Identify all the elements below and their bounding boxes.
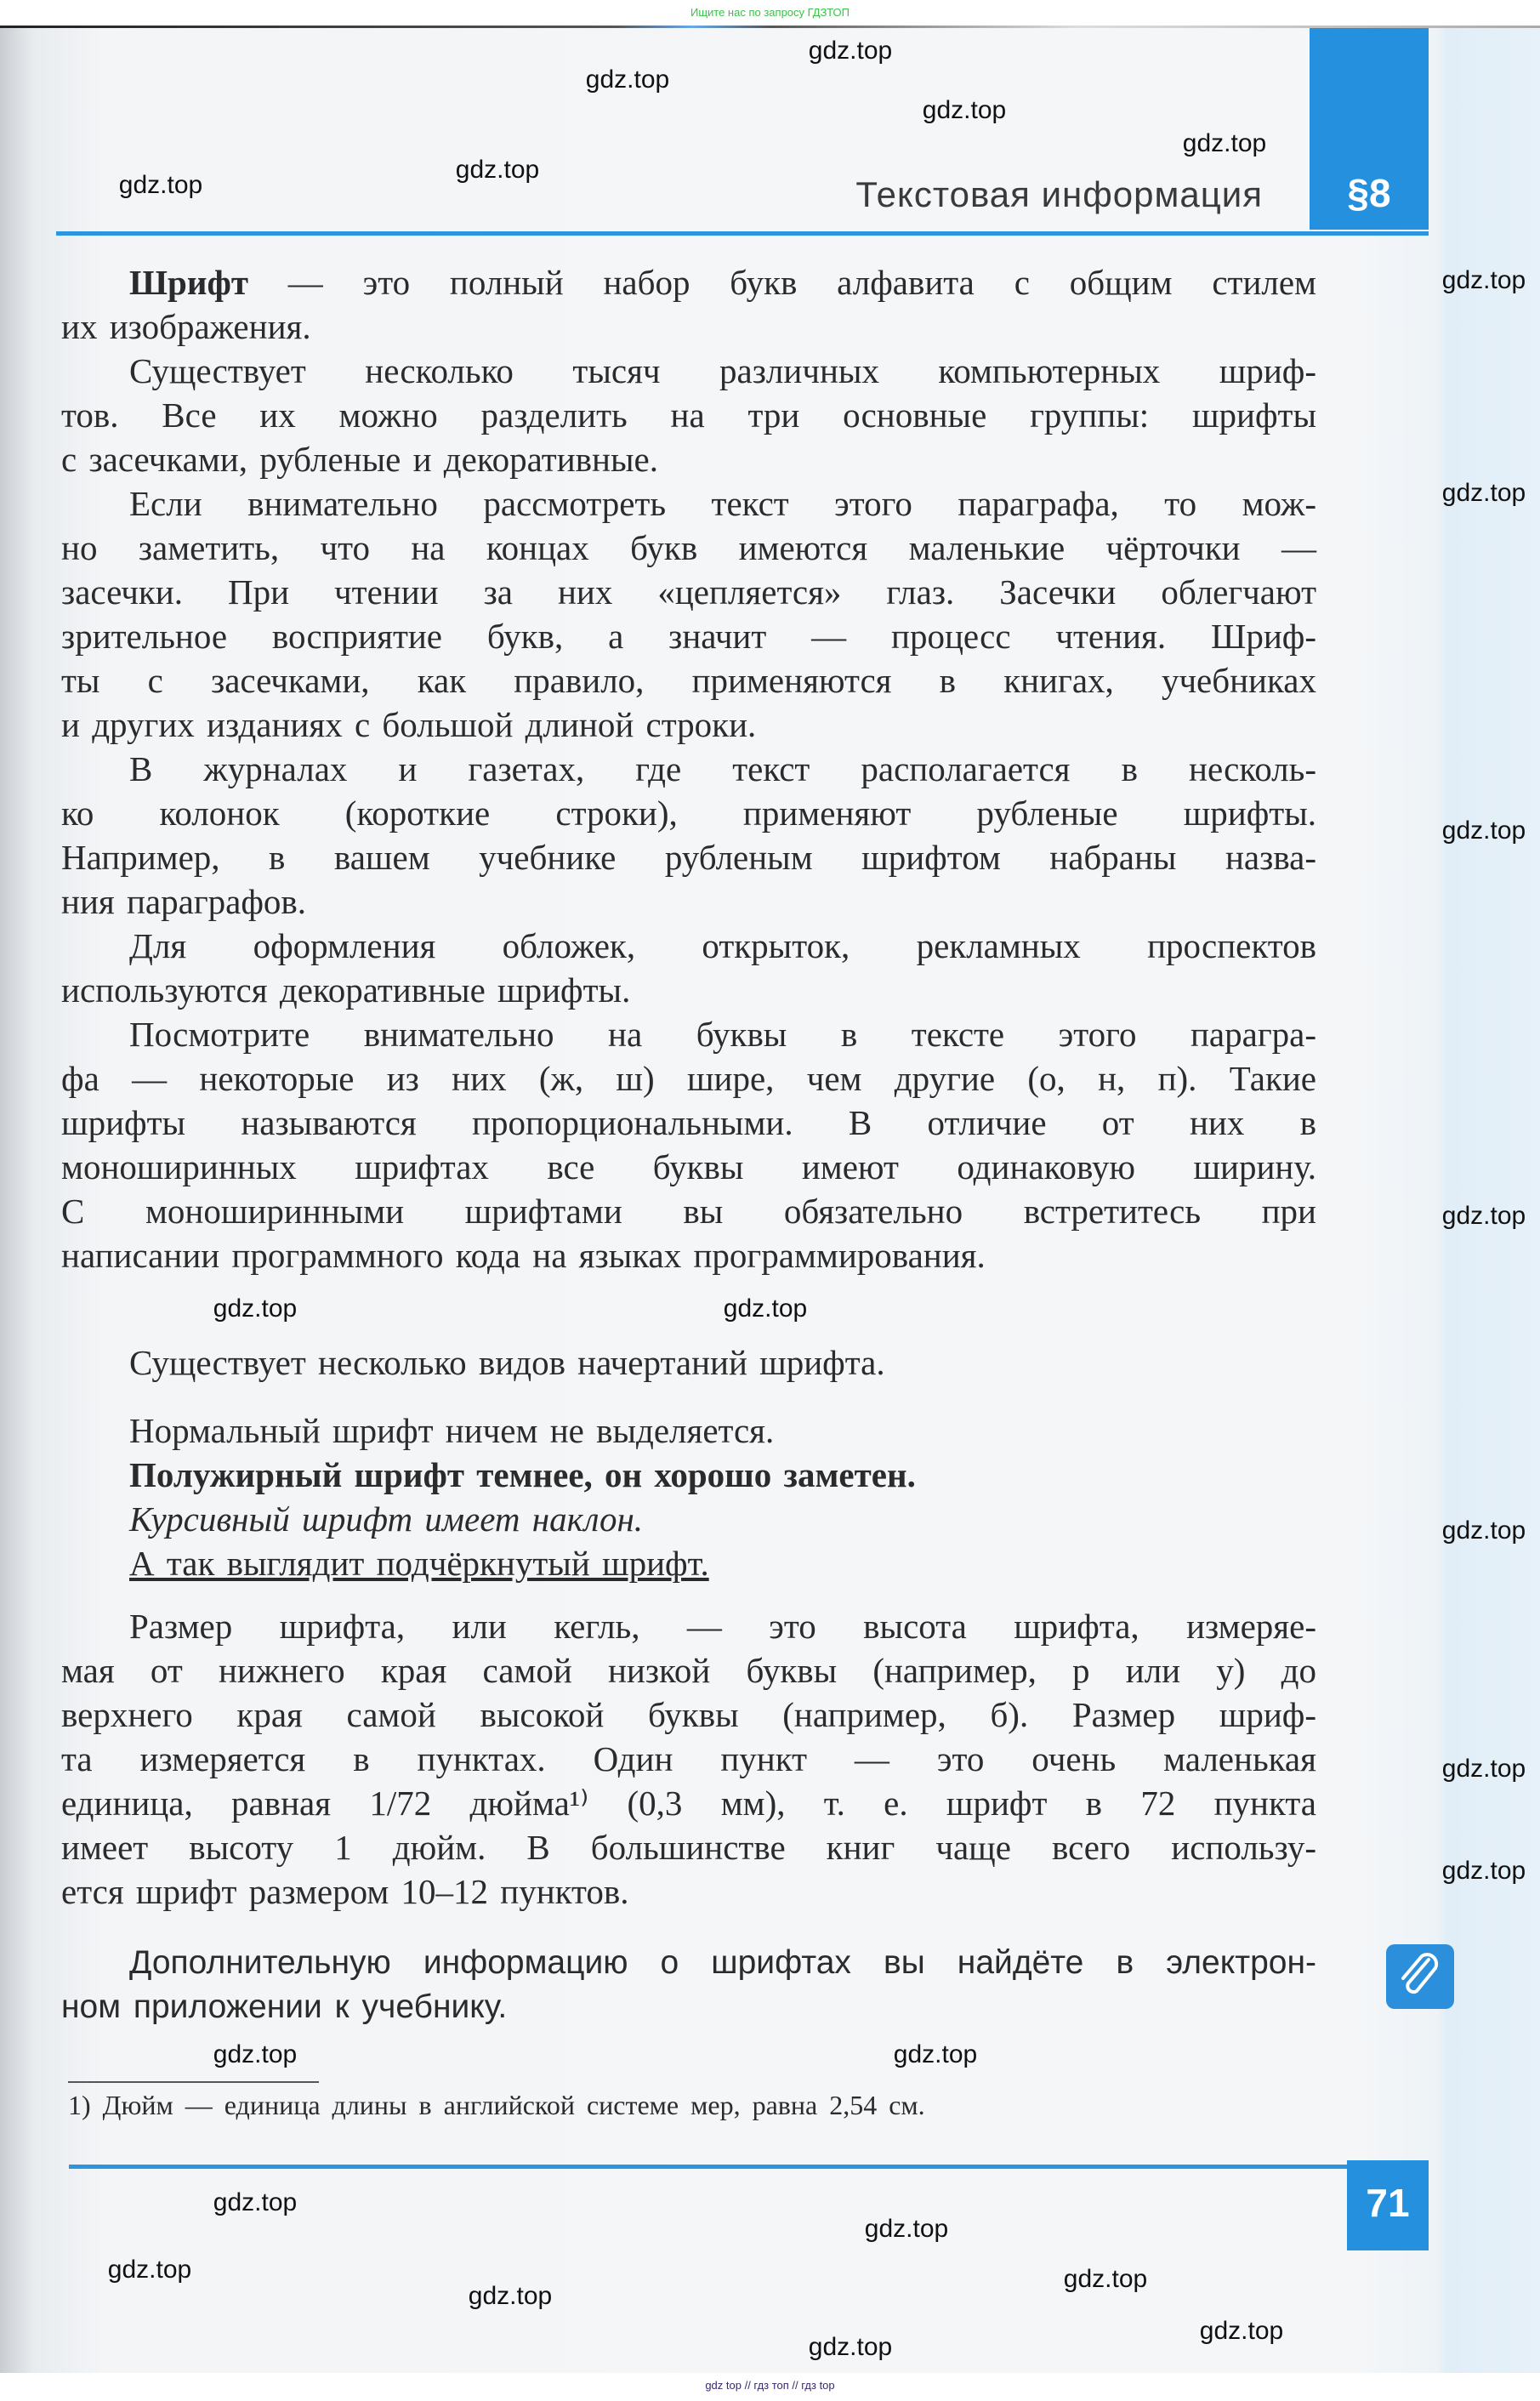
font-style-examples <box>61 1408 1316 1585</box>
text-line: Для оформления обложек, открыток, рекламных проспектов <box>129 926 1316 965</box>
text-line: Существует несколько тысяч различных компьютерных шриф- <box>129 351 1316 390</box>
footnote-divider <box>68 2081 319 2083</box>
watermark: gdz.top <box>213 1294 298 1323</box>
text-line: моноширинных шрифтах все буквы имеют одинаковую ширину. <box>61 1147 1316 1186</box>
footnote: 1) Дюйм — единица длины в английской системе мер, равна 2,54 см. <box>68 2090 925 2120</box>
watermark: gdz.top <box>1199 2317 1284 2345</box>
text-line: с засечками, рубленые и декоративные. <box>61 440 658 479</box>
term-bold: Шрифт <box>129 263 248 302</box>
top-banner[interactable]: Ищите нас по запросу ГДЗТОП <box>0 0 1540 27</box>
text-line: мая от нижнего края самой низкой буквы (например, р или у) до <box>61 1651 1316 1690</box>
text-line: Посмотрите внимательно на буквы в тексте этого парагра- <box>129 1015 1316 1054</box>
watermark: gdz.top <box>107 2256 192 2284</box>
watermark: gdz.top <box>455 156 540 184</box>
text-line: зрительное восприятие букв, а значит — процесс чтения. Шриф- <box>61 617 1316 656</box>
watermark: gdz.top <box>585 65 670 94</box>
text-line: Дополнительную информацию о шрифтах вы найдёте в электрон- <box>129 1944 1316 1981</box>
watermark: gdz.top <box>922 96 1007 124</box>
watermark: gdz.top <box>864 2215 949 2243</box>
text-line: тов. Все их можно разделить на три основные группы: шрифты <box>61 395 1316 435</box>
section-number: §8 <box>1347 171 1391 215</box>
text-line: шрифты называются пропорциональными. В отличие от них в <box>61 1103 1316 1142</box>
footer-divider <box>69 2165 1347 2169</box>
text-line: их изображения. <box>61 307 311 346</box>
bold-style-example: Полужирный шрифт темнее, он хорошо заметен. <box>129 1455 916 1494</box>
watermark: gdz.top <box>1182 129 1267 157</box>
text-line: ты с засечками, как правило, применяются в книгах, учебниках <box>61 661 1316 700</box>
paperclip-icon[interactable] <box>1386 1944 1454 2009</box>
watermark: gdz.top <box>1063 2265 1148 2293</box>
text-line: ном приложении к учебнику. <box>61 1989 508 2025</box>
additional-info-paragraph <box>61 1941 1316 2029</box>
watermark: gdz.top <box>213 2188 298 2216</box>
underline-style-row <box>61 1541 1316 1585</box>
text-line: единица, равная 1/72 дюйма¹⁾ (0,3 мм), т. е. шрифт в 72 пункта <box>61 1784 1316 1823</box>
text-line: С моноширинными шрифтами вы обязательно встретитесь при <box>61 1192 1316 1231</box>
watermark: gdz.top <box>1441 816 1526 845</box>
font-size-paragraph <box>61 1604 1316 1914</box>
text-line: засечки. При чтении за них «цепляется» глаз. Засечки облегчают <box>61 572 1316 612</box>
text-line: и других изданиях с большой длиной строки. <box>61 705 757 744</box>
text-line: ется шрифт размером 10–12 пунктов. <box>61 1872 629 1911</box>
watermark: gdz.top <box>808 37 893 65</box>
main-text-block <box>61 260 1316 1277</box>
watermark: gdz.top <box>893 2040 978 2068</box>
text-line: Например, в вашем учебнике рубленым шрифтом набраны назва- <box>61 838 1316 877</box>
text-line: имеет высоту 1 дюйм. В большинстве книг чаще всего использу- <box>61 1828 1316 1867</box>
bottom-banner[interactable]: gdz top // гдз топ // гдз top <box>0 2373 1540 2401</box>
watermark: gdz.top <box>1441 1755 1526 1783</box>
watermark: gdz.top <box>808 2333 893 2361</box>
text-line: Если внимательно рассмотреть текст этого параграфа, то мож- <box>129 484 1316 523</box>
text-line: В журналах и газетах, где текст располагается в несколь- <box>129 749 1316 788</box>
text-line: ния параграфов. <box>61 882 307 921</box>
normal-style-example: Нормальный шрифт ничем не выделяется. <box>129 1411 775 1450</box>
watermark: gdz.top <box>1441 1202 1526 1230</box>
watermark: gdz.top <box>1441 266 1526 294</box>
text-line: фа — некоторые из них (ж, ш) шире, чем другие (о, н, п). Такие <box>61 1059 1316 1098</box>
watermark: gdz.top <box>118 171 203 199</box>
text-line: Размер шрифта, или кегль, — это высота шрифта, измеряе- <box>129 1607 1316 1646</box>
text-line: та измеряется в пунктах. Один пункт — это очень маленькая <box>61 1739 1316 1778</box>
watermark: gdz.top <box>723 1294 808 1323</box>
italic-style-example: Курсивный шрифт имеет наклон. <box>129 1499 644 1539</box>
styles-intro <box>61 1340 1316 1385</box>
text-line: используются декоративные шрифты. <box>61 970 631 1010</box>
text-line: ко колонок (короткие строки), применяют рубленые шрифты. <box>61 794 1316 833</box>
term-definition: — это полный набор букв алфавита с общим стилем <box>247 263 1316 302</box>
header-divider <box>56 231 1429 236</box>
watermark: gdz.top <box>1441 1857 1526 1885</box>
page-number: 71 <box>1347 2160 1429 2250</box>
watermark: gdz.top <box>1441 1516 1526 1545</box>
text-line: но заметить, что на концах букв имеются маленькие чёрточки — <box>61 528 1316 567</box>
watermark: gdz.top <box>1441 479 1526 507</box>
watermark: gdz.top <box>213 2040 298 2068</box>
watermark: gdz.top <box>468 2282 553 2310</box>
underline-style-example: А так выглядит подчёркнутый шрифт. <box>129 1544 709 1583</box>
page-title: Текстовая информация <box>855 174 1263 214</box>
text-line: написании программного кода на языках программирования. <box>61 1236 986 1275</box>
text-line: Существует несколько видов начертаний шрифта. <box>129 1343 885 1382</box>
text-line <box>61 260 1316 304</box>
text-line: верхнего края самой высокой буквы (например, б). Размер шриф- <box>61 1695 1316 1734</box>
